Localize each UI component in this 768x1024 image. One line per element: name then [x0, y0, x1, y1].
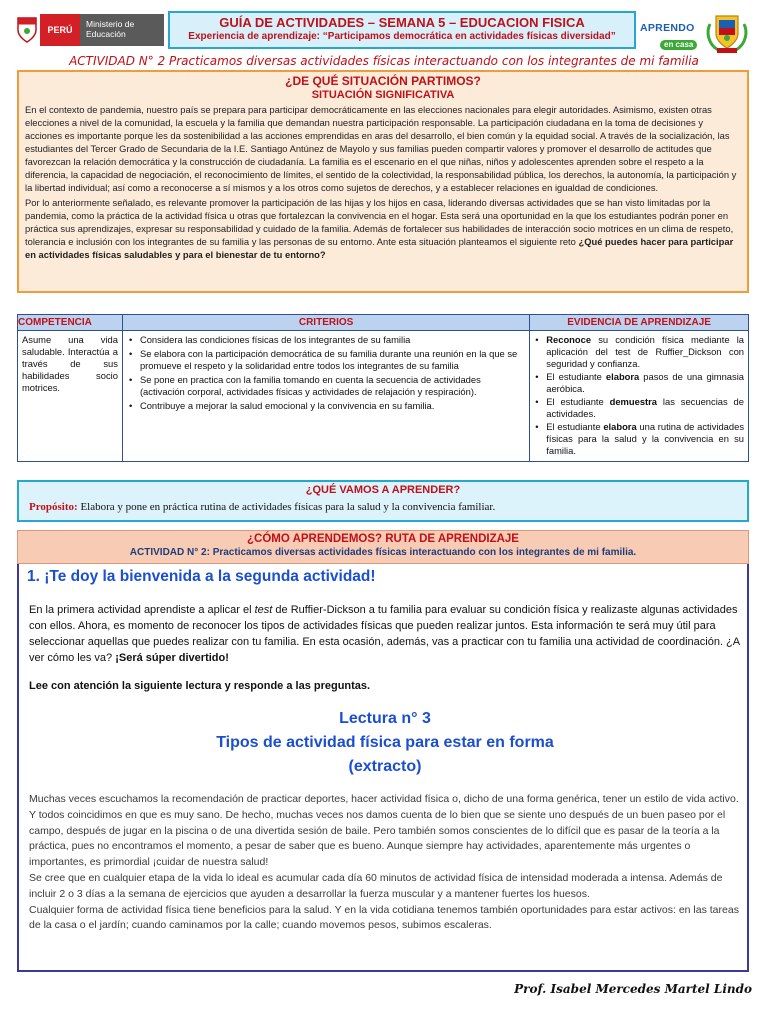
experience-line: [170, 31, 634, 42]
peru-label: PERÚ: [47, 25, 73, 35]
evidence-pre: El estudiante: [546, 371, 606, 382]
situation-subheading: SITUACIÓN SIGNIFICATIVA: [311, 89, 455, 101]
teacher-signature: Prof. Isabel Mercedes Martel Lindo: [514, 982, 752, 996]
learning-route-header: [17, 530, 749, 564]
list-item: • Contribuye a mejorar la salud emocional y la convivencia en su familia.: [127, 400, 525, 412]
list-item: • Considera las condiciones físicas de los integrantes de su familia: [127, 334, 525, 346]
page-header: [0, 0, 768, 56]
peru-shield-icon: [14, 14, 40, 46]
reading-paragraph-1: Muchas veces escuchamos la recomendación de practicar deportes, hacer actividad física o, dicho de una forma genérica, tener un estilo de vida activo. Y todos coincidimos en que es muy sano. De hecho, muchas veces nos damos cuenta de lo bien que se siente uno después de un buen paseo por el campo, después de jugar en la piscina o de una divertida sesión de baile. Pero también somos conscientes de lo difícil que es pasar de la teoría a la práctica, pues no encontramos el momento, a pesar de saber que es bueno. Aunque siempre hay actividades, aparentemente más urgentes o importantes, es primordial ¡cuidar de nuestra salud!: [29, 793, 739, 869]
intro-text-1: En la primera actividad aprendiste a aplicar el: [29, 604, 255, 616]
reading-number: Lectura n° 3: [339, 710, 431, 727]
header-criterios: CRITERIOS: [122, 315, 529, 331]
ministry-band: [80, 14, 164, 46]
ministry-label: Ministerio de Educación: [86, 19, 135, 39]
evidence-post: su condición física mediante la aplicación del test de Ruffier_Dickson con seguridad y confianza.: [546, 334, 744, 369]
experience-label: Experiencia de aprendizaje:: [188, 31, 321, 42]
criteria-cell: [122, 331, 529, 462]
reading-paragraph-2: Se cree que en cualquier etapa de la vida lo ideal es acumular cada día 60 minutos de actividad física de intensidad moderada a intensa. Además de incluir 2 o 3 días a la semana de ejercicios que ayuden a desarrollar la fuerza muscular y a mantener fuertes los huesos.: [29, 871, 723, 900]
purpose-heading: ¿QUÉ VAMOS A APRENDER?: [305, 484, 461, 496]
evidence-cell: [530, 331, 749, 462]
list-item: • Se elabora con la participación democrática de su familia durante una reunión en la que se promueve el respeto y la solidaridad entre todos los integrantes de su familia: [127, 348, 525, 372]
evidence-verb: Reconoce: [546, 334, 592, 345]
table-header-row: [18, 315, 749, 331]
list-item: [534, 421, 744, 457]
competency-table: [17, 314, 749, 462]
evidence-pre: El estudiante: [546, 421, 604, 432]
peru-band: [40, 14, 80, 46]
experience-text: “Participamos democrática en actividades físicas diversidad”: [322, 31, 616, 42]
intro-test-word: test: [254, 604, 273, 616]
reading-note: (extracto): [348, 758, 422, 775]
criteria-list: [127, 334, 525, 412]
evidence-verb: demuestra: [609, 396, 658, 407]
evidence-post: pasos de una gimnasia aeróbica.: [546, 371, 745, 394]
reading-instruction: Lee con atención la siguiente lectura y responde a las preguntas.: [29, 680, 371, 692]
purpose-box: [17, 480, 749, 522]
evidence-pre: El estudiante: [546, 396, 610, 407]
purpose-text: [29, 501, 747, 513]
intro-paragraph: [29, 602, 741, 666]
list-item: • Se pone en practica con la familia tomando en cuenta la secuencia de actividades (activación corporal, actividades físicas y actividades de relajación y respiración).: [127, 374, 525, 398]
evidence-post: las secuencias de actividades.: [546, 396, 744, 419]
route-heading: ¿CÓMO APRENDEMOS? RUTA DE APRENDIZAJE: [247, 533, 519, 545]
evidence-verb: elabora: [605, 371, 640, 382]
reading-paragraph-3: Cualquier forma de actividad física tiene beneficios para la salud. Y en la vida cotidiana tenemos también oportunidades para estar activos: en las tareas de la casa o el jardín; cuando caminamos por la calle; cuando movemos pesos, subimos escaleras.: [29, 903, 739, 932]
header-competencia: COMPETENCIA: [18, 315, 123, 331]
welcome-heading: 1. ¡Te doy la bienvenida a la segunda actividad!: [27, 568, 376, 585]
situation-heading: ¿DE QUÉ SITUACIÓN PARTIMOS?: [285, 74, 481, 88]
aprendo-en-casa-logo: [640, 22, 702, 50]
list-item: [534, 334, 744, 370]
activity-subtitle: ACTIVIDAD N° 2 Practicamos diversas actividades físicas interactuando con los integrantes de mi familia: [69, 54, 699, 68]
guide-title: GUÍA DE ACTIVIDADES – SEMANA 5 – EDUCACION FISICA: [219, 15, 585, 30]
situation-paragraph-1: En el contexto de pandemia, nuestro país se prepara para participar democráticamente en las elecciones nacionales para elegir autoridades. Asimismo, existen otras elecciones a nivel de la comunidad, la escuela y la familia que demandan nuestra participación responsable. La participación ciudadana en la toma de decisiones y acciones es importante porque les da sostenibilidad a las acciones emprendidas en aras del desarrollo, el bien común y la equidad social. A través de la socialización, las estudiantes del Tercer Grado de Secundaria de la I.E. Santiago Antúnez de Mayolo y sus familias pueden compartir valores y promover el desarrollo de actitudes que favorezcan la relación democrática y la construcción de ciudadanía. La familia es el escenario en el que niñas, niños y adolescentes aprenden sobre el respeto a la diferencia, la capacidad de negociación, el reconocimiento de límites, el sentido de la colectividad, la responsabilidad pública, los derechos, la autonomía, la participación y la libertad individual; así como a reconocerse a sí mismos y a los otros como sujetos de derechos, y a establecer relaciones en igualdad de condiciones.: [25, 104, 737, 193]
reading-title: Tipos de actividad física para estar en forma: [216, 734, 554, 751]
competency-cell: Asume una vida saludable. Interactúa a través de sus habilidades socio motrices.: [18, 331, 123, 462]
intro-text-2: de Ruffier-Dickson a tu familia para evaluar su condición física y realizaste algunas actividades con ellos. Ahora, es momento de reconocer los tipos de actividades físicas que pueden realizar juntos. Esta información te será muy útil para seleccionar aquellas que puedes realizar con tu familia. En esta ocasión, además, vas a practicar con tu familia una actividad de coordinación. ¿A ver cómo les va?: [29, 604, 740, 664]
guide-title-box: [168, 11, 636, 49]
situation-challenge: ¿Qué puedes hacer para participar en actividades físicas saludables y para el bienestar de tu entorno?: [25, 236, 734, 260]
purpose-body: Elabora y pone en práctica rutina de actividades físicas para la salud y la convivencia familiar.: [77, 501, 496, 513]
list-item: [534, 396, 744, 420]
aprendo-label: APRENDO: [640, 22, 695, 34]
evidence-post: una rutina de actividades físicas para la salud y la convivencia en su familia.: [546, 421, 745, 456]
evidence-verb: elabora: [603, 421, 637, 432]
situation-paragraph-2: [25, 196, 741, 261]
situation-paragraph-2-text: Por lo anteriormente señalado, es relevante promover la participación de las hijas y los hijos en casa, liderando diversas actividades que se han visto limitadas por la pandemia, como la práctica de la actividad física u otras que fortalezcan la convivencia en el hogar. Esta será una oportunidad en la que los estudiantes podrán poner en práctica sus aprendizajes, expresar su responsabilidad y cuidado de la familia. Además de fortalecer sus habilidades de interacción socio motrices en un clima de respeto, tolerancia e inclusión con los integrantes de su familia y las personas de su entorno. Ante esta situación planteamos el siguiente reto: [25, 197, 734, 247]
school-crest-icon: [704, 10, 750, 56]
activity-content: [17, 564, 749, 972]
header-evidencia: EVIDENCIA DE APRENDIZAJE: [530, 315, 749, 331]
route-activity: ACTIVIDAD N° 2: Practicamos diversas actividades físicas interactuando con los integrantes de mi familia.: [129, 547, 637, 558]
reading-text: [29, 792, 741, 934]
list-item: [534, 371, 744, 395]
evidence-list: [534, 334, 744, 457]
situation-box: [17, 70, 749, 293]
minedu-logo: [14, 14, 164, 46]
table-row: [18, 331, 749, 462]
en-casa-label: en casa: [660, 40, 697, 50]
intro-exclamation: ¡Será súper divertido!: [115, 652, 229, 664]
purpose-label: Propósito:: [29, 501, 78, 513]
